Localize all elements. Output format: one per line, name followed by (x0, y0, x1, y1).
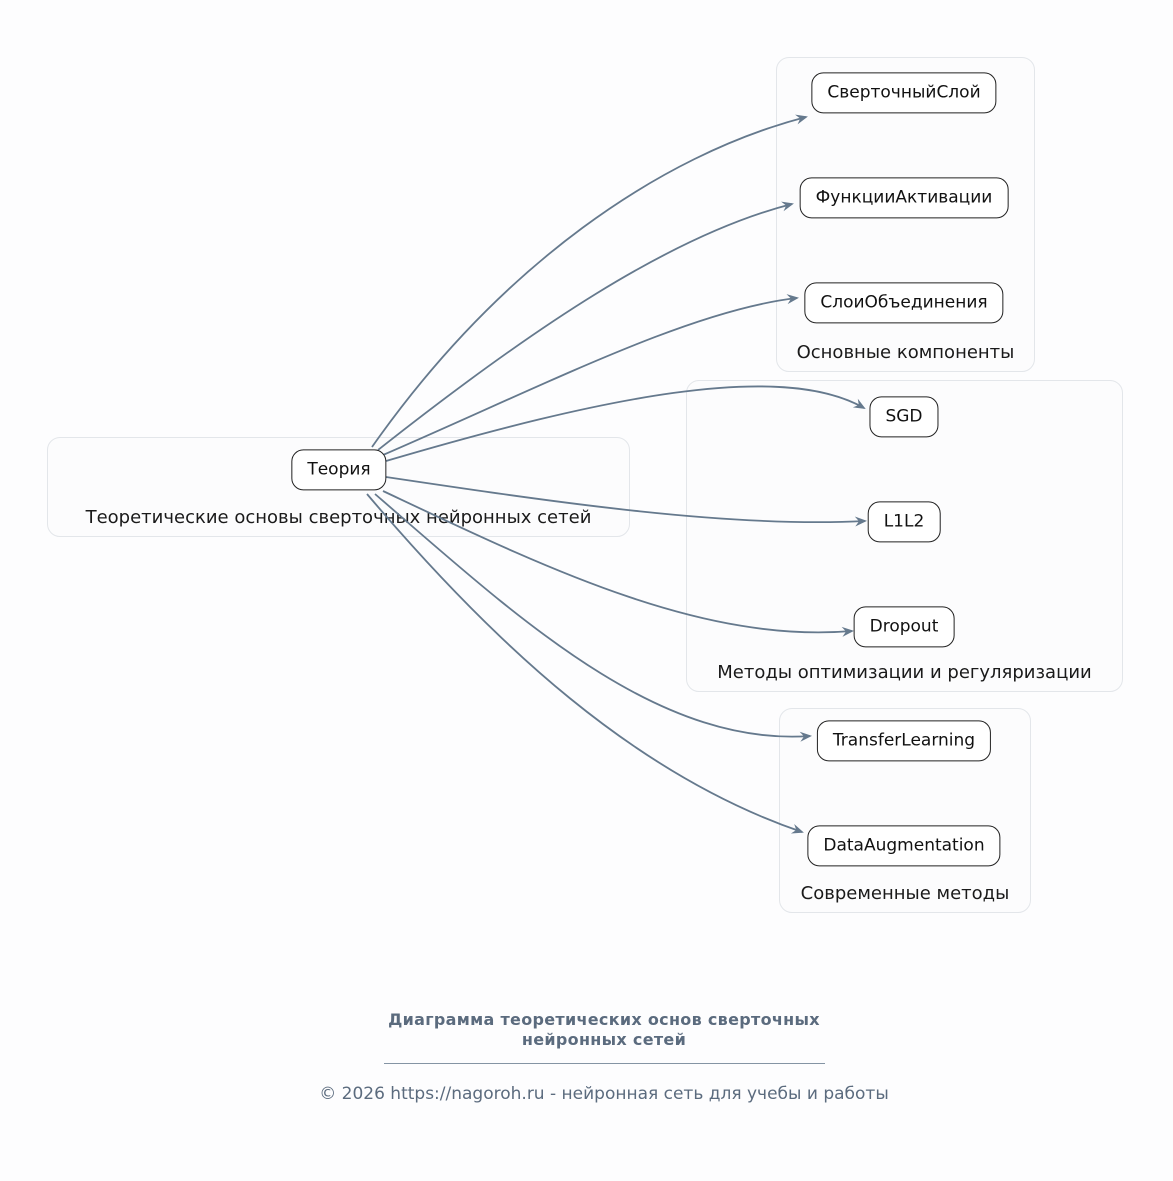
cluster-theory-label: Теоретические основы сверточных нейронных сетей (85, 507, 592, 528)
footer-title-line2: нейронных сетей (521, 1030, 687, 1049)
footer-title-line1: Диаграмма теоретических основ сверточных (388, 1010, 820, 1029)
node-funkcii-aktivacii: ФункцииАктивации (800, 177, 1009, 218)
footer-title (300, 1010, 908, 1050)
cluster-modern-methods-label: Современные методы (800, 883, 1010, 904)
node-data-augmentation: DataAugmentation (807, 825, 1000, 866)
footer (300, 1010, 908, 1105)
footer-copyright: © 2026 https://nagoroh.ru - нейронная сеть для учебы и работы (319, 1084, 889, 1104)
cluster-basic-components-label: Основные компоненты (796, 342, 1015, 363)
node-l1l2: L1L2 (868, 501, 941, 542)
node-svertochnyy-sloy: СверточныйСлой (811, 72, 996, 113)
cluster-optimization-methods-label: Методы оптимизации и регуляризации (717, 662, 1092, 683)
node-transfer-learning: TransferLearning (817, 720, 991, 761)
footer-divider (384, 1063, 825, 1064)
node-sgd: SGD (869, 396, 938, 437)
node-sloi-obedineniya: СлоиОбъединения (804, 282, 1003, 323)
node-teoriya: Теория (291, 449, 386, 490)
node-dropout: Dropout (854, 606, 955, 647)
